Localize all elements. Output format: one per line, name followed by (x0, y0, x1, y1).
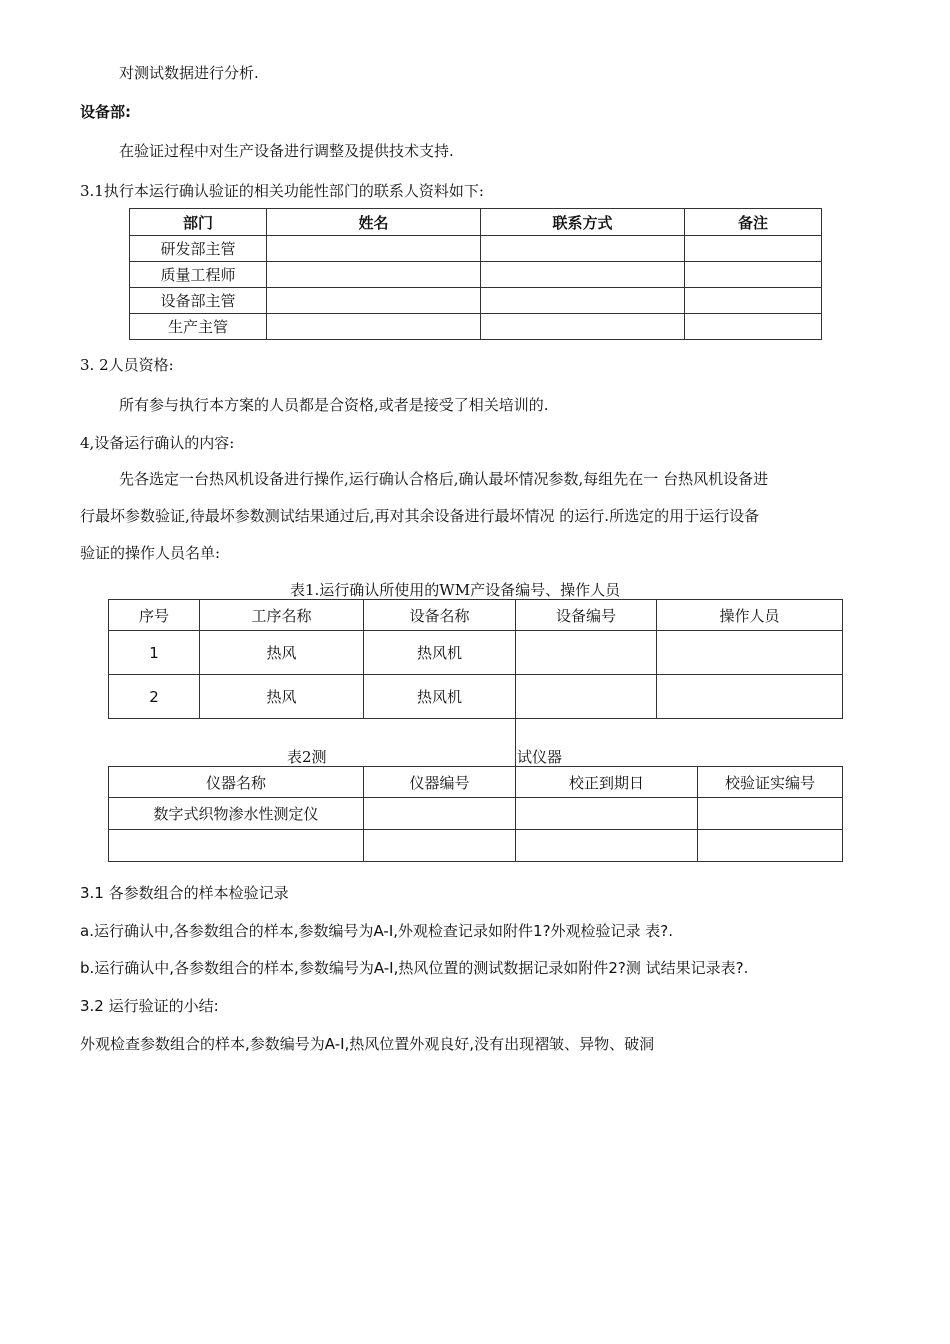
table-row (130, 314, 822, 340)
section-3-1-heading: 3.1执行本运行确认验证的相关功能性部门的联系人资料如下: (80, 182, 484, 200)
header-verification-number: 校验证实编号 (698, 767, 843, 798)
cell-name (267, 314, 481, 340)
table-row (130, 262, 822, 288)
header-operator: 操作人员 (657, 600, 843, 631)
cell-contact (481, 262, 685, 288)
header-serial: 序号 (109, 600, 200, 631)
cell-verification-number (698, 830, 843, 862)
cell-equipment-number (516, 675, 657, 719)
cell-serial: 1 (109, 631, 200, 675)
cell-operator (657, 675, 843, 719)
header-instrument-name: 仪器名称 (109, 767, 364, 798)
cell-remark (685, 236, 822, 262)
table-row (130, 236, 822, 262)
table2-caption-part2: 试仪器 (517, 748, 563, 766)
cell-instrument-name: 数字式织物渗水性测定仪 (109, 798, 364, 830)
cell-remark (685, 288, 822, 314)
table2-header (109, 767, 843, 798)
table-row (109, 631, 843, 675)
cell-instrument-number (364, 798, 516, 830)
text-analysis: 对测试数据进行分析. (119, 64, 259, 82)
cell-instrument-number (364, 830, 516, 862)
header-equipment-number: 设备编号 (516, 600, 657, 631)
cell-equipment-number (516, 631, 657, 675)
text-equipment-support: 在验证过程中对生产设备进行调整及提供技术支持. (119, 142, 454, 160)
equipment-operator-table (108, 599, 843, 719)
cell-contact (481, 314, 685, 340)
cell-department: 研发部主管 (130, 236, 267, 262)
table-row (109, 675, 843, 719)
header-instrument-number: 仪器编号 (364, 767, 516, 798)
table1-header (109, 600, 843, 631)
table-row (130, 288, 822, 314)
header-department: 部门 (130, 209, 267, 236)
item-a-text: a.运行确认中,各参数组合的样本,参数编号为A-I,外观检查记录如附件1?外观检验记录 表?. (80, 922, 674, 940)
cell-contact (481, 288, 685, 314)
cell-equipment-name: 热风机 (364, 675, 516, 719)
section-4-heading: 4,设备运行确认的内容: (80, 434, 235, 452)
paragraph-line-1: 先各选定一台热风机设备进行操作,运行确认合格后,确认最坏情况参数,每组先在一 台热风机设备进 (119, 470, 769, 488)
summary-text: 外观检查参数组合的样本,参数编号为A-I,热风位置外观良好,没有出现褶皱、异物、破洞 (80, 1035, 655, 1053)
table1-caption: 表1.运行确认所使用的WM产设备编号、操作人员 (290, 581, 621, 599)
contact-table-header (130, 209, 822, 236)
cell-department: 质量工程师 (130, 262, 267, 288)
table2-caption-part1: 表2测 (287, 748, 327, 766)
heading-equipment-dept: 设备部: (80, 103, 131, 121)
cell-calibration-due (516, 798, 698, 830)
cell-contact (481, 236, 685, 262)
header-calibration-due: 校正到期日 (516, 767, 698, 798)
cell-department: 生产主管 (130, 314, 267, 340)
section-3-1-records: 3.1 各参数组合的样本检验记录 (80, 884, 289, 902)
section-3-2-heading: 3. 2人员资格: (80, 356, 174, 374)
header-process: 工序名称 (200, 600, 364, 631)
cell-serial: 2 (109, 675, 200, 719)
cell-operator (657, 631, 843, 675)
cell-name (267, 236, 481, 262)
cell-remark (685, 262, 822, 288)
test-instrument-table (108, 766, 843, 862)
cell-equipment-name: 热风机 (364, 631, 516, 675)
item-b-text: b.运行确认中,各参数组合的样本,参数编号为A-I,热风位置的测试数据记录如附件2?测 试结果记录表?. (80, 959, 749, 977)
cell-department: 设备部主管 (130, 288, 267, 314)
section-3-2-summary: 3.2 运行验证的小结: (80, 997, 219, 1015)
table-row (109, 830, 843, 862)
cell-instrument-name (109, 830, 364, 862)
cell-name (267, 288, 481, 314)
cell-remark (685, 314, 822, 340)
contact-table (129, 208, 822, 340)
header-equipment-name: 设备名称 (364, 600, 516, 631)
cell-verification-number (698, 798, 843, 830)
cell-calibration-due (516, 830, 698, 862)
cell-name (267, 262, 481, 288)
header-name: 姓名 (267, 209, 481, 236)
paragraph-line-2: 行最坏参数验证,待最坏参数测试结果通过后,再对其余设备进行最坏情况 的运行.所选定的用于运行设备 (80, 507, 760, 525)
table-divider-line (515, 716, 516, 766)
header-contact: 联系方式 (481, 209, 685, 236)
table-row (109, 798, 843, 830)
header-remark: 备注 (685, 209, 822, 236)
cell-process: 热风 (200, 675, 364, 719)
text-personnel-qualification: 所有参与执行本方案的人员都是合资格,或者是接受了相关培训的. (119, 396, 549, 414)
paragraph-line-3: 验证的操作人员名单: (80, 544, 221, 562)
cell-process: 热风 (200, 631, 364, 675)
